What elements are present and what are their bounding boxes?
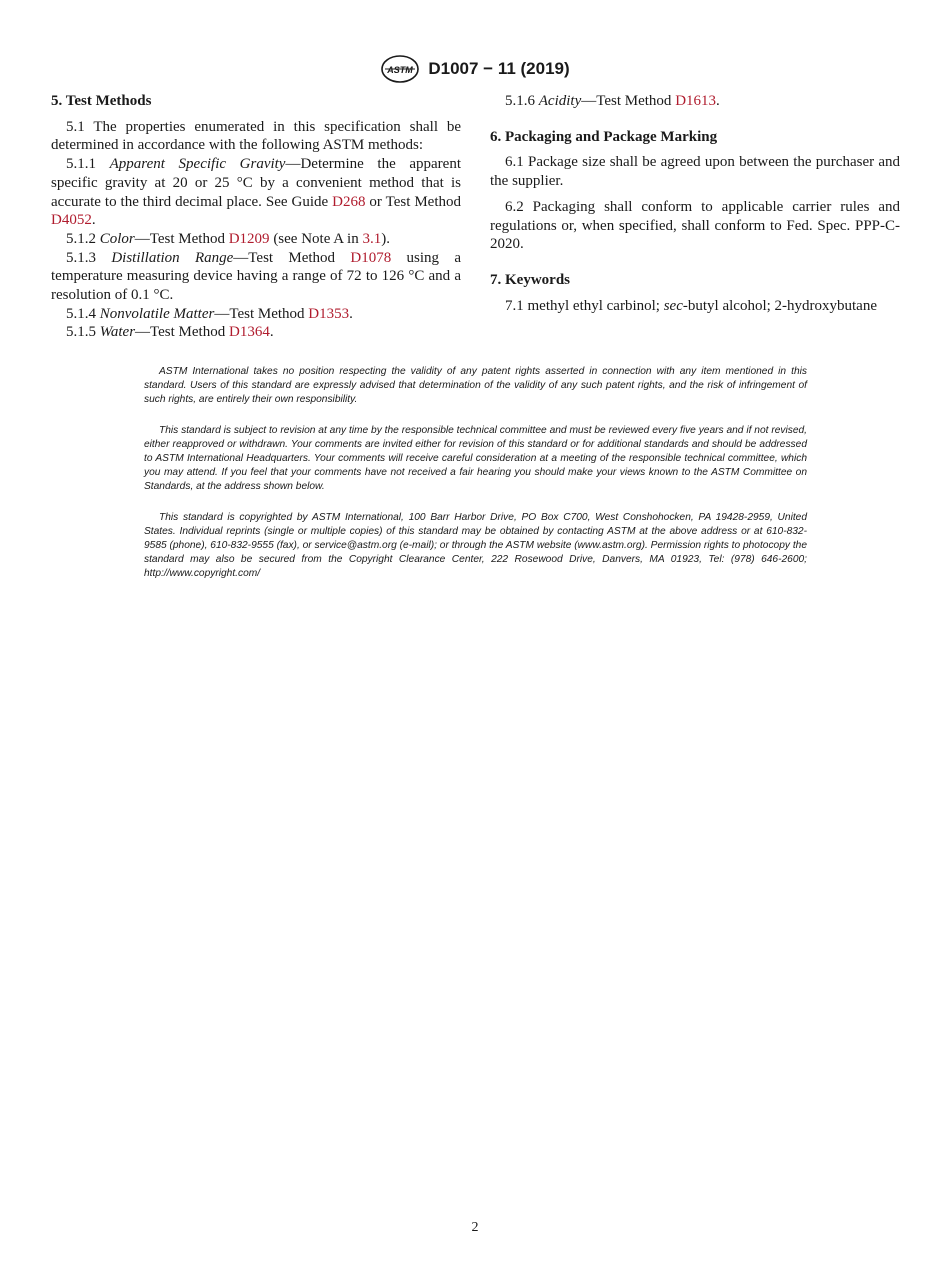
paragraph-6-2: 6.2 Packaging shall conform to applicable carrier rules and regulations or, when specified, shall conform to Fed. Spec. PPP-C-2020. <box>490 198 900 253</box>
astm-logo-icon <box>380 54 420 84</box>
ref-link-d1353[interactable]: D1353 <box>308 305 350 322</box>
ref-link-d1364[interactable]: D1364 <box>228 324 270 341</box>
legal-notices <box>144 365 807 598</box>
ref-link-d268[interactable]: D268 <box>332 193 366 210</box>
page-header <box>0 54 950 89</box>
svg-text:ASTM: ASTM <box>387 65 414 75</box>
paragraph-5-1-4: 5.1.4 Nonvolatile Matter—Test Method D1353. <box>66 305 353 322</box>
notice-copyright: This standard is copyrighted by ASTM International, 100 Barr Harbor Drive, PO Box C700, West Conshohocken, PA 19428-2959, United States. Individual reprints (single or multiple copies) of this standard may be obtained by contacting ASTM at the above address or at 610-832-9585 (phone), 610-832-9555 (fax), or service@astm.org (e-mail); or through the ASTM website (www.astm.org). Permission rights to photocopy the standard may also be secured from the Copyright Clearance Center, 222 Rosewood Drive, Danvers, MA 01923, Tel: (978) 646-2600; http://www.copyright.com/ <box>144 512 807 579</box>
notice-patent: ASTM International takes no position respecting the validity of any patent rights asserted in connection with any item mentioned in this standard. Users of this standard are expressly advised that determination of the validity of any such patent rights, and the risk of infringement of such rights, are entirely their own responsibility. <box>144 366 807 405</box>
section-6-title: 6. Packaging and Package Marking <box>490 128 718 145</box>
ref-link-3-1[interactable]: 3.1 <box>362 230 382 247</box>
standard-designation: D1007 − 11 (2019) <box>428 59 570 78</box>
ref-link-d4052[interactable]: D4052 <box>51 212 92 229</box>
paragraph-5-1-3: 5.1.3 Distillation Range—Test Method D1078 using a temperature measuring device having a range of 72 to 126 °C and a resolution of 0.1 °C. <box>51 249 461 304</box>
paragraph-7-1: 7.1 methyl ethyl carbinol; sec-butyl alcohol; 2-hydroxybutane <box>505 297 877 314</box>
paragraph-5-1: 5.1 The properties enumerated in this specification shall be determined in accordance with the following ASTM methods: <box>51 118 461 154</box>
paragraph-5-1-5: 5.1.5 Water—Test Method D1364. <box>66 324 274 341</box>
ref-link-d1078[interactable]: D1078 <box>350 249 392 266</box>
section-5-title: 5. Test Methods <box>51 93 152 109</box>
left-column <box>51 92 461 342</box>
ref-link-d1613[interactable]: D1613 <box>675 93 717 109</box>
paragraph-5-1-2: 5.1.2 Color—Test Method D1209 (see Note A in 3.1). <box>66 230 390 247</box>
paragraph-5-1-1: 5.1.1 Apparent Specific Gravity—Determine the apparent specific gravity at 20 or 25 °C by a convenient method that is accurate to the third decimal place. See Guide D268 or Test Method D4052. <box>51 156 461 229</box>
section-7-title: 7. Keywords <box>490 271 570 288</box>
ref-link-d1209[interactable]: D1209 <box>228 230 270 247</box>
right-column <box>490 92 900 315</box>
paragraph-6-1: 6.1 Package size shall be agreed upon between the purchaser and the supplier. <box>490 154 900 190</box>
page-number: 2 <box>471 1220 479 1235</box>
notice-revision: This standard is subject to revision at any time by the responsible technical committee and must be reviewed every five years and if not revised, either reapproved or withdrawn. Your comments are invited either for revision of this standard or for additional standards and should be addressed to ASTM International Headquarters. Your comments will receive careful consideration at a meeting of the responsible technical committee, which you may attend. If you feel that your comments have not received a fair hearing you should make your views known to the ASTM Committee on Standards, at the address shown below. <box>144 425 807 492</box>
paragraph-5-1-6: 5.1.6 Acidity—Test Method D1613. <box>505 93 720 109</box>
